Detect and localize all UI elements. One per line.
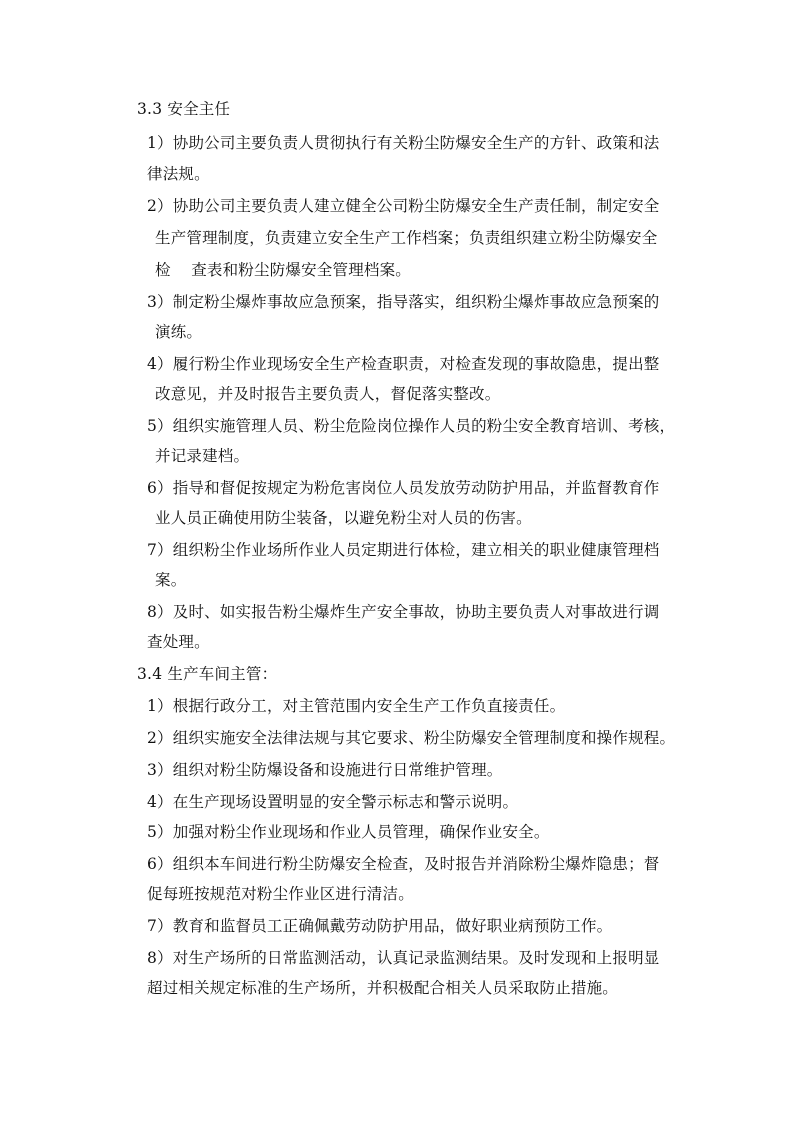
- item-3-4-6-line1: 6）组织本车间进行粉尘防爆安全检查，及时报告并消除粉尘爆炸隐患；督: [147, 855, 660, 873]
- item-3-3-2-line1: 2）协助公司主要负责人建立健全公司粉尘防爆安全生产责任制，制定安全: [147, 197, 660, 215]
- item-3-4-1-line1: 1）根据行政分工，对主管范围内安全生产工作负直接责任。: [147, 697, 566, 715]
- item-3-3-8-line1: 8）及时、如实报告粉尘爆炸生产安全事故，协助主要负责人对事故进行调: [147, 603, 660, 621]
- item-3-3-1-line2: 律法规。: [147, 165, 210, 183]
- item-3-3-6-line2: 业人员正确使用防尘装备，以避免粉尘对人员的伤害。: [155, 509, 532, 527]
- item-3-3-3-line1: 3）制定粉尘爆炸事故应急预案，指导落实，组织粉尘爆炸事故应急预案的: [147, 293, 660, 311]
- item-3-3-8-line2: 查处理。: [147, 633, 210, 651]
- item-3-4-4-line1: 4）在生产现场设置明显的安全警示标志和警示说明。: [147, 793, 519, 811]
- item-3-3-7-line2: 案。: [155, 571, 187, 589]
- item-3-3-4-line1: 4）履行粉尘作业现场安全生产检查职责，对检查发现的事故隐患，提出整: [147, 355, 660, 373]
- item-3-4-5-line1: 5）加强对粉尘作业现场和作业人员管理，确保作业安全。: [147, 823, 550, 841]
- item-3-3-5-line2: 并记录建档。: [155, 447, 250, 465]
- item-3-3-5-line1: 5）组织实施管理人员、粉尘危险岗位操作人员的粉尘安全教育培训、考核，: [147, 417, 676, 435]
- item-3-3-4-line2: 改意见，并及时报告主要负责人，督促落实整改。: [155, 385, 501, 403]
- section-heading-3-4: 3.4 生产车间主管：: [137, 665, 278, 683]
- item-3-3-7-line1: 7）组织粉尘作业场所作业人员定期进行体检，建立相关的职业健康管理档: [147, 541, 660, 559]
- item-3-3-3-line2: 演练。: [155, 323, 203, 341]
- item-3-3-1-line1: 1）协助公司主要负责人贯彻执行有关粉尘防爆安全生产的方针、政策和法: [147, 134, 660, 152]
- item-3-4-8-line1: 8）对生产场所的日常监测活动，认真记录监测结果。及时发现和上报明显: [147, 949, 660, 967]
- item-3-4-7-line1: 7）教育和监督员工正确佩戴劳动防护用品，做好职业病预防工作。: [147, 917, 613, 935]
- item-3-4-8-line2: 超过相关规定标准的生产场所，并积极配合相关人员采取防止措施。: [147, 979, 619, 997]
- section-heading-3-3: 3.3 安全主任: [137, 100, 231, 118]
- item-3-3-2-line2: 生产管理制度，负责建立安全生产工作档案；负责组织建立粉尘防爆安全: [155, 229, 658, 247]
- item-3-4-6-line2: 促每班按规范对粉尘作业区进行清洁。: [147, 885, 414, 903]
- item-3-3-2-line3: 检 查表和粉尘防爆安全管理档案。: [155, 261, 412, 279]
- item-3-3-6-line1: 6）指导和督促按规定为粉危害岗位人员发放劳动防护用品，并监督教育作: [147, 479, 660, 497]
- item-3-4-2-line1: 2）组织实施安全法律法规与其它要求、粉尘防爆安全管理制度和操作规程。: [147, 729, 676, 747]
- item-3-4-3-line1: 3）组织对粉尘防爆设备和设施进行日常维护管理。: [147, 761, 503, 779]
